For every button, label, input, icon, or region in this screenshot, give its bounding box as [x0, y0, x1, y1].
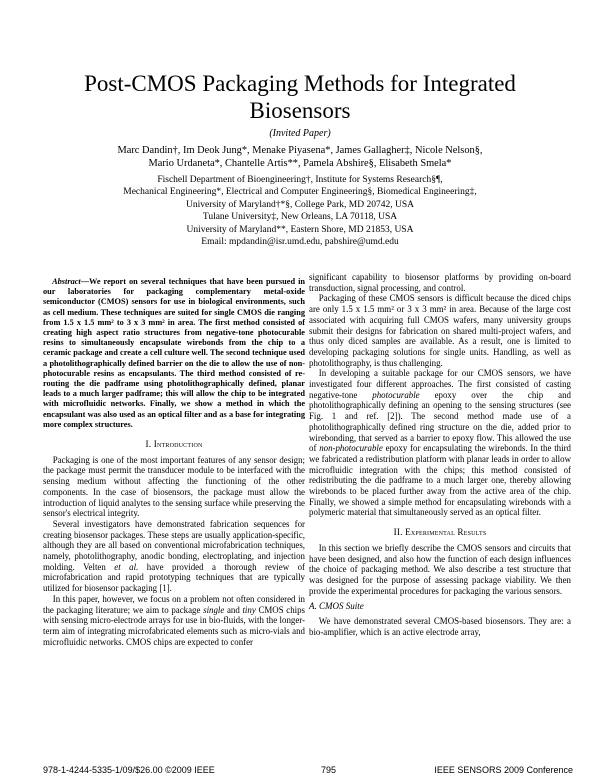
affiliation-line: University of Maryland†*§, College Park, MD 20742, USA	[186, 199, 414, 210]
paragraph: Packaging of these CMOS sensors is difficult because the diced chips are only 1.5 x 1.5 mm² or 3 x 3 mm² in area. Because of the large cost associated with acquiring full CMOS wafers, many university groups submit their designs for fabrication on shared multi-project wafers, and thus only diced samples are available. As a result, one is limited to developing packaging solutions for single units. Handling, as well as photolithography, is thus challenging.	[309, 293, 571, 368]
abstract-lead: Abstract	[52, 277, 81, 286]
paragraph: In this section we briefly describe the CMOS sensors and circuits that have been designed, and also how the function of each design influences the choice of packaging method. We also describe a test structure that was designed for the purpose of assessing package viability. We then provide the experimental procedures for packaging the various sensors.	[309, 542, 571, 596]
affiliation-line: Fischell Department of Bioengineering†, Institute for Systems Research§¶,	[157, 175, 443, 185]
email-line: Email: mpdandin@isr.umd.edu, pabshire@umd.edu	[201, 237, 399, 248]
author-list	[60, 145, 540, 170]
text-run: epoxy over the chip and photolithographically defining an opening to the sensing structures (see Fig. 1 and ref. [2]). The second method made use of a photolithographically defined ring structure on the die, added prior to wirebonding, that served as a barrier to epoxy flow. This allowed the use of	[309, 389, 571, 454]
abstract	[43, 277, 305, 430]
page-footer	[43, 765, 573, 777]
footer-conference: IEEE SENSORS 2009 Conference	[434, 765, 573, 775]
affiliation-line: Tulane University‡, New Orleans, LA 70118, USA	[202, 212, 398, 223]
text-run: In this paper, however, we focus on a problem not often considered in the packaging literature; we aim to package	[43, 593, 305, 615]
paragraph	[43, 519, 305, 594]
section-heading-experimental: II. Experimental Results	[393, 527, 487, 538]
text-run-italic: tiny	[242, 604, 256, 615]
text-run: Several investigators have demonstrated fabrication sequences for creating biosensor packages. These steps are usually application-specific, although they are all based on conventional microfabrication techniques, namely, photolithography, anodic bonding, electroplating, and injection molding. Velten	[43, 518, 305, 572]
affiliations	[60, 174, 540, 248]
text-run: have provided a thorough review of microfabrication and rapid prototyping techniques that are typically utilized for biosensor packaging [1].	[43, 561, 305, 594]
page-number: 795	[321, 765, 337, 775]
text-run-italic: non-photocurable	[319, 443, 383, 454]
paragraph: Packaging is one of the most important features of any sensor design; the package must permit the transducer module to be interfaced with the sensing medium without affecting the functioning of the other components. In the case of biosensors, the package must allow the introduction of liquid analytes to the sensing surface while preserving the sensor's electrical integrity.	[43, 454, 305, 519]
affiliation-line: Mechanical Engineering*, Electrical and Computer Engineering§, Biomedical Engineering‡,	[123, 187, 477, 198]
authors-line-1: Marc Dandin†, Im Deok Jung*, Menake Piyasena*, James Gallagher‡, Nicole Nelson§,	[117, 145, 483, 156]
left-column	[43, 277, 305, 647]
paper-title: Post-CMOS Packaging Methods for Integrated Biosensors	[84, 71, 516, 123]
right-column	[309, 272, 571, 638]
footer-copyright: 978-1-4244-5335-1/09/$26.00 ©2009 IEEE	[43, 765, 215, 775]
paragraph: significant capability to biosensor platforms by providing on-board transduction, signal processing, and control.	[309, 272, 571, 293]
text-run: and	[224, 604, 243, 615]
text-run-italic: photocurable	[372, 389, 420, 400]
invited-note: (Invited Paper)	[269, 128, 331, 139]
affiliation-line: University of Maryland**, Eastern Shore, MD 21853, USA	[186, 224, 414, 235]
paragraph	[43, 594, 305, 648]
paragraph: We have demonstrated several CMOS-based biosensors. They are: a bio-amplifier, which is an active electrode array,	[309, 616, 571, 637]
subsection-heading-cmos-suite: A. CMOS Suite	[309, 601, 364, 612]
text-run-italic: single	[203, 604, 225, 615]
paragraph	[309, 368, 571, 518]
text-run-italic: et al.	[114, 561, 139, 572]
abstract-text: —We report on several techniques that have been pursued in our laboratories for packaging complementary metal-oxide semiconductor (CMOS) sensors for use in biological environments, such as cell medium. These techniques are suited for single CMOS die ranging from 1.5 x 1.5 mm² to 3 x 3 mm² in area. The first method consisted of creating high aspect ratio structures from negative-tone photocurable resins to simultaneously encapsulate wirebonds from the chip to a ceramic package and create a cell culture well. The second technique used a photolithographically defined barrier on the die to allow the use of non-photocurable resins as encapsulants. The third method consisted of re-routing the die padframe using photolithographically defined, planar leads to a much larger padframe; this will allow the chip to be integrated with microfluidic networks. Finally, we show a method in which the encapsulant was also used as an optical filter and as a base for integrating more complex structures.	[43, 277, 305, 429]
text-run: epoxy for encapsulating the wirebonds. In the third we fabricated a redistribution platform with planar leads in order to allow microfluidic integration with the chips; this method consisted of redistributing the die padframe to a much larger one, thereby allowing wirebonds to be placed further away from the active area of the chip. Finally, we showed a simple method for encapsulating wirebonds with a polymeric material that simultaneously served as an optical filter.	[309, 443, 571, 518]
authors-line-2: Mario Urdaneta*, Chantelle Artis**, Pamela Abshire§, Elisabeth Smela*	[148, 157, 452, 169]
text-run: In developing a suitable package for our CMOS sensors, we have investigated four different approaches. The first consisted of casting negative-tone	[309, 368, 571, 400]
text-run: CMOS chips with sensing micro-electrode arrays for use in bio-fluids, with the longer-term aim of integrating microfabricated elements such as micro-vials and microfluidic networks. CMOS chips are expected to confer	[43, 604, 306, 647]
section-heading-introduction: I. Introduction	[145, 439, 203, 450]
